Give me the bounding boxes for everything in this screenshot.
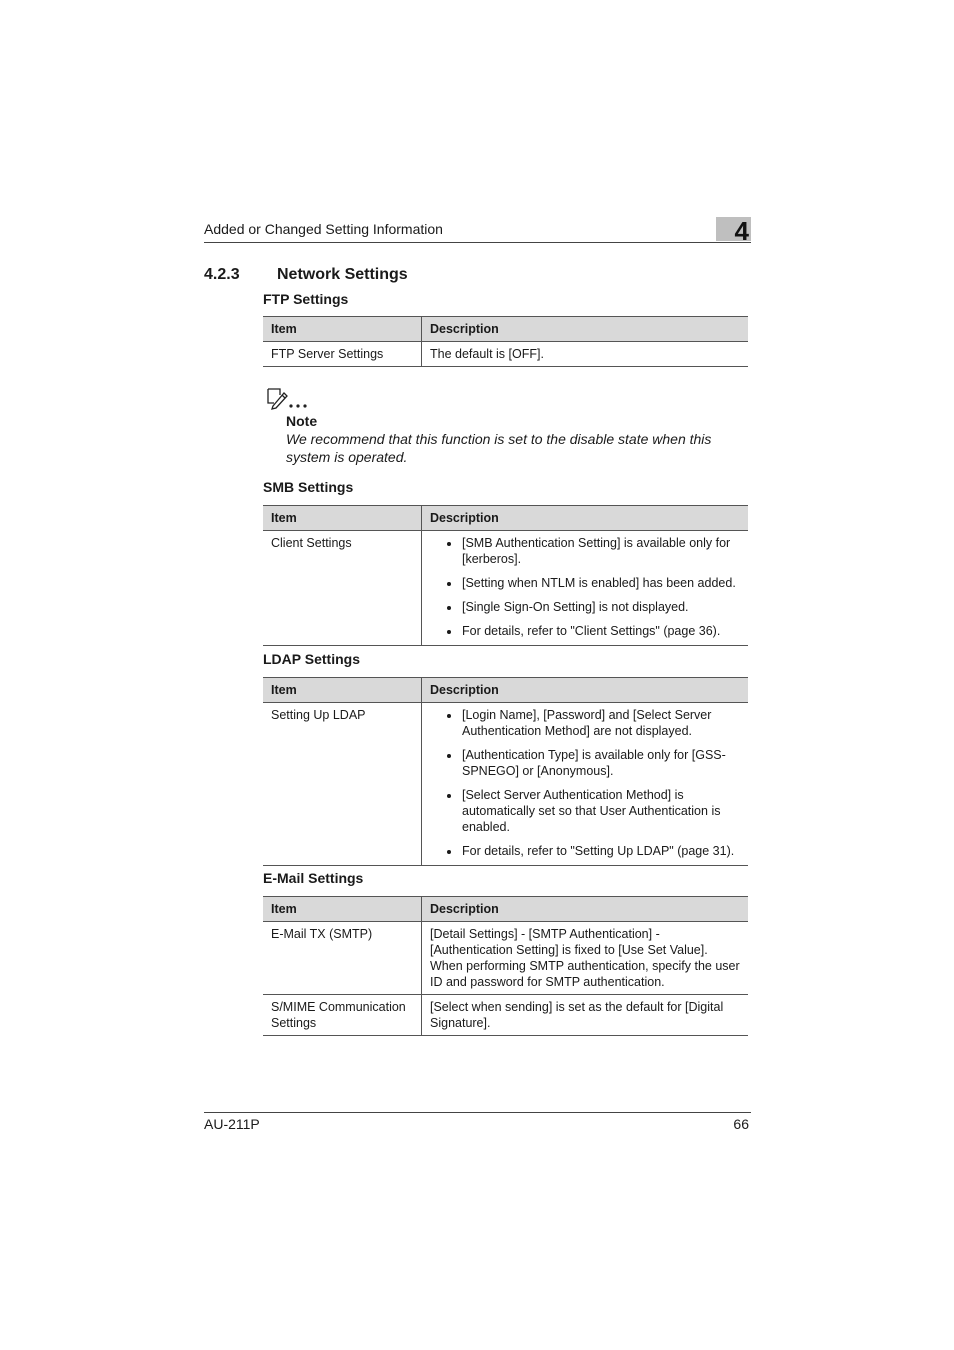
list-item: • [Authentication Type] is available only for [GSS-SPNEGO] or [Anonymous]. <box>461 747 740 779</box>
col-item-header: Item <box>263 317 422 342</box>
description-cell <box>422 531 749 646</box>
email-heading: E-Mail Settings <box>263 870 364 886</box>
description-cell: The default is [OFF]. <box>422 342 749 367</box>
smb-table <box>263 505 748 646</box>
list-item: • For details, refer to "Setting Up LDAP" (page 31). <box>461 843 740 859</box>
page-header <box>204 216 751 246</box>
email-table <box>263 896 748 1036</box>
section-number: 4.2.3 <box>204 266 240 283</box>
table-header-row <box>263 897 748 922</box>
table-row <box>263 342 748 367</box>
item-cell: FTP Server Settings <box>263 342 422 367</box>
ldap-heading: LDAP Settings <box>263 651 360 667</box>
col-item-header: Item <box>263 897 422 922</box>
page-number: 66 <box>733 1116 749 1132</box>
table-row <box>263 531 748 646</box>
note-text: We recommend that this function is set to the disable state when this system is operated. <box>286 431 712 465</box>
list-item: • For details, refer to "Client Settings" (page 36). <box>461 623 740 639</box>
page-footer <box>204 1112 751 1132</box>
chapter-number: 4 <box>734 216 749 246</box>
table-header-row <box>263 506 748 531</box>
description-cell: [Detail Settings] - [SMTP Authentication] - [Authentication Setting] is fixed to [Use Set Value]. When performing SMTP authentication, specify the user ID and password for SMTP authentication. <box>422 922 749 995</box>
list-item: • [SMB Authentication Setting] is available only for [kerberos]. <box>461 535 740 567</box>
col-description-header: Description <box>422 317 749 342</box>
pencil-note-icon <box>264 386 312 410</box>
section-heading <box>204 266 408 284</box>
ftp-heading: FTP Settings <box>263 291 349 307</box>
col-description-header: Description <box>422 897 749 922</box>
table-header-row <box>263 317 748 342</box>
smb-heading: SMB Settings <box>263 479 354 495</box>
item-cell: Client Settings <box>263 531 422 646</box>
col-item-header: Item <box>263 506 422 531</box>
footer-model: AU-211P <box>204 1116 260 1132</box>
list-item: • [Single Sign-On Setting] is not displayed. <box>461 599 740 615</box>
col-item-header: Item <box>263 678 422 703</box>
list-item: • [Select Server Authentication Method] is automatically set so that User Authentication is enabled. <box>461 787 740 835</box>
list-item: • [Login Name], [Password] and [Select Server Authentication Method] are not displayed. <box>461 707 740 739</box>
table-row <box>263 922 748 995</box>
chapter-tab <box>716 216 751 246</box>
item-cell: E-Mail TX (SMTP) <box>263 922 422 995</box>
ldap-table <box>263 677 748 866</box>
item-cell: S/MIME Communication Settings <box>263 995 422 1036</box>
ftp-table <box>263 316 748 367</box>
description-cell <box>422 703 749 866</box>
bullet-list <box>430 535 740 639</box>
table-row <box>263 995 748 1036</box>
item-cell: Setting Up LDAP <box>263 703 422 866</box>
description-cell: [Select when sending] is set as the default for [Digital Signature]. <box>422 995 749 1036</box>
bullet-list <box>430 707 740 859</box>
table-row <box>263 703 748 866</box>
col-description-header: Description <box>422 506 749 531</box>
header-title: Added or Changed Setting Information <box>204 221 443 237</box>
table-header-row <box>263 678 748 703</box>
section-title: Network Settings <box>277 266 408 283</box>
note-title: Note <box>286 413 318 429</box>
col-description-header: Description <box>422 678 749 703</box>
list-item: • [Setting when NTLM is enabled] has been added. <box>461 575 740 591</box>
